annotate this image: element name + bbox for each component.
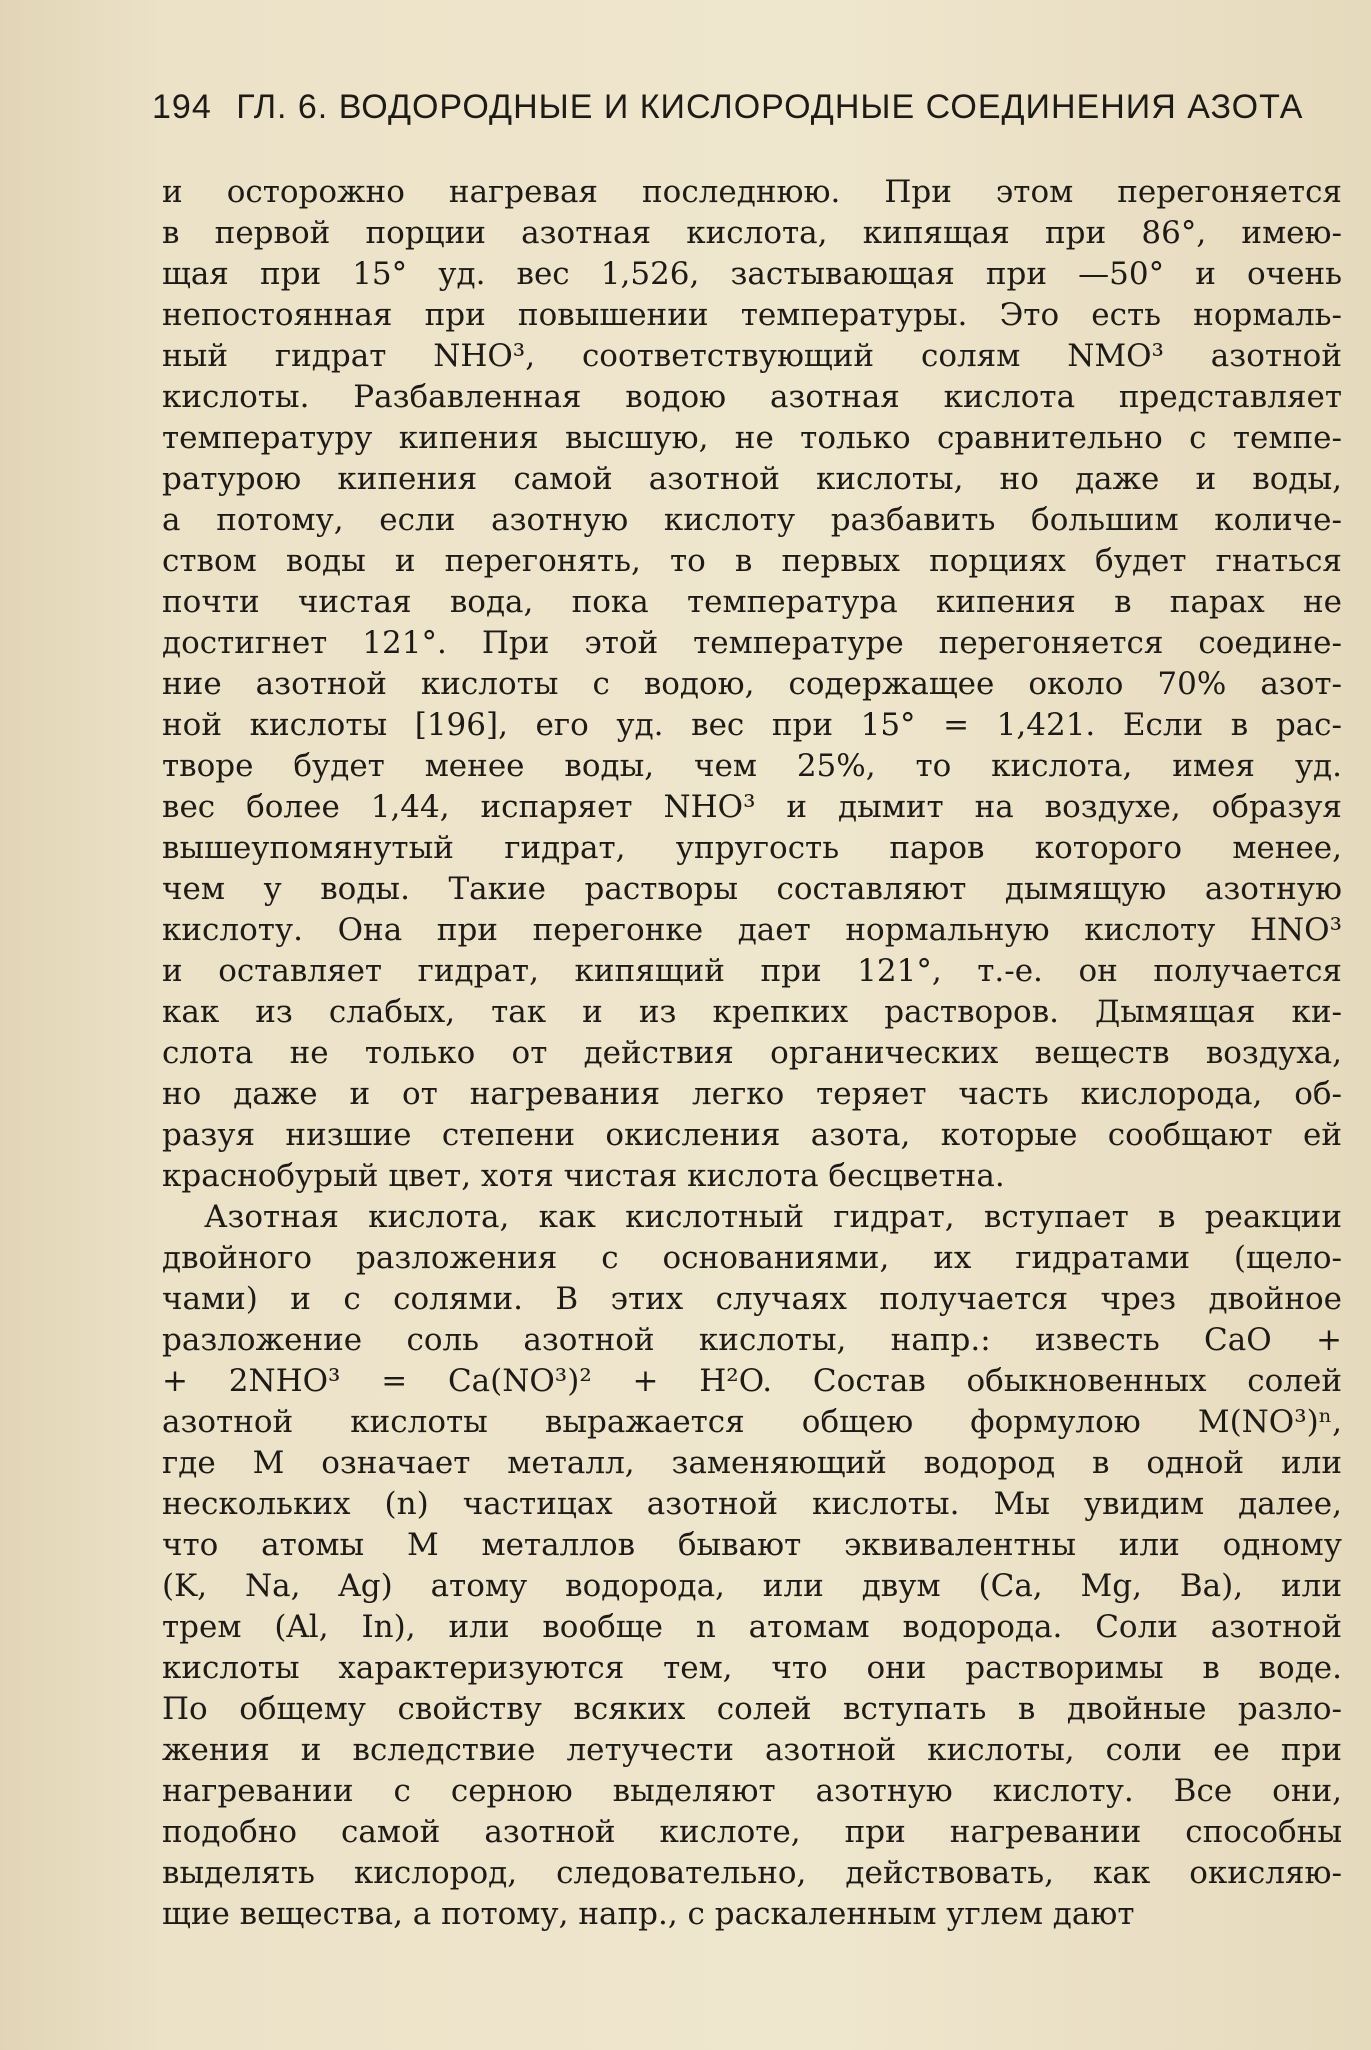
paragraph-1 <box>162 172 1342 1197</box>
text-line: выделять кислород, следовательно, действовать, как окисляю- <box>162 1855 1342 1891</box>
text-line: ратурою кипения самой азотной кислоты, но даже и воды, <box>162 461 1342 497</box>
chapter-title: ГЛ. 6. ВОДОРОДНЫЕ И КИСЛОРОДНЫЕ СОЕДИНЕНИЯ АЗОТА <box>236 88 1304 126</box>
text-line: двойного разложения с основаниями, их гидратами (щело- <box>162 1240 1342 1276</box>
text-line: По общему свойству всяких солей вступать в двойные разло- <box>162 1691 1342 1727</box>
text-line: жения и вследствие летучести азотной кислоты, соли ее при <box>162 1732 1342 1768</box>
text-line: вышеупомянутый гидрат, упругость паров которого менее, <box>162 830 1342 866</box>
text-line: кислоты характеризуются тем, что они растворимы в воде. <box>162 1650 1342 1686</box>
text-line: ние азотной кислоты с водою, содержащее около 70% азот- <box>162 666 1342 702</box>
text-line: и оставляет гидрат, кипящий при 121°, т.-е. он получается <box>162 953 1342 989</box>
text-line: достигнет 121°. При этой температуре перегоняется соедине- <box>162 625 1342 661</box>
text-line: азотной кислоты выражается общею формулою M(NO³)ⁿ, <box>162 1404 1342 1440</box>
text-line: а потому, если азотную кислоту разбавить большим количе- <box>162 502 1342 538</box>
text-line: что атомы M металлов бывают эквивалентны или одному <box>162 1527 1342 1563</box>
text-line: ный гидрат NHO³, соответствующий солям NMO³ азотной <box>162 338 1342 374</box>
text-line: краснобурый цвет, хотя чистая кислота бесцветна. <box>162 1158 1005 1194</box>
text-line: почти чистая вода, пока температура кипения в парах не <box>162 584 1342 620</box>
text-line: вес более 1,44, испаряет NHO³ и дымит на воздухе, образуя <box>162 789 1342 825</box>
text-line: кислоту. Она при перегонке дает нормальную кислоту HNO³ <box>162 912 1342 948</box>
text-line: температуру кипения высшую, не только сравнительно с темпе- <box>162 420 1342 456</box>
text-line: щие вещества, а потому, напр., с раскаленным углем дают <box>162 1896 1135 1932</box>
text-line: слота не только от действия органических веществ воздуха, <box>162 1035 1342 1071</box>
text-line: творе будет менее воды, чем 25%, то кислота, имея уд. <box>162 748 1342 784</box>
page-number: 194 <box>152 88 212 126</box>
text-line: ством воды и перегонять, то в первых порциях будет гнаться <box>162 543 1342 579</box>
text-line: подобно самой азотной кислоте, при нагревании способны <box>162 1814 1342 1850</box>
text-line: как из слабых, так и из крепких растворов. Дымящая ки- <box>162 994 1342 1030</box>
text-line: трем (Al, In), или вообще n атомам водорода. Соли азотной <box>162 1609 1342 1645</box>
text-line: (K, Na, Ag) атому водорода, или двум (Ca, Mg, Ba), или <box>162 1568 1342 1604</box>
text-line: но даже и от нагревания легко теряет часть кислорода, об- <box>162 1076 1342 1112</box>
text-line: ной кислоты [196], его уд. вес при 15° = 1,421. Если в рас- <box>162 707 1342 743</box>
text-line: нагревании с серною выделяют азотную кислоту. Все они, <box>162 1773 1342 1809</box>
text-line: щая при 15° уд. вес 1,526, застывающая при —50° и очень <box>162 256 1342 292</box>
paragraph-2 <box>162 1197 1342 1935</box>
text-line: чами) и с солями. В этих случаях получается чрез двойное <box>162 1281 1342 1317</box>
text-line: чем у воды. Такие растворы составляют дымящую азотную <box>162 871 1342 907</box>
text-line: разуя низшие степени окисления азота, которые сообщают ей <box>162 1117 1342 1153</box>
text-line: в первой порции азотная кислота, кипящая при 86°, имею- <box>162 215 1342 251</box>
text-line: непостоянная при повышении температуры. Это есть нормаль- <box>162 297 1342 333</box>
text-line: Азотная кислота, как кислотный гидрат, вступает в реакции <box>204 1199 1342 1235</box>
text-line: кислоты. Разбавленная водою азотная кислота представляет <box>162 379 1342 415</box>
text-line: где M означает металл, заменяющий водород в одной или <box>162 1445 1342 1481</box>
text-line: и осторожно нагревая последнюю. При этом перегоняется <box>162 174 1342 210</box>
text-line: + 2NHO³ = Ca(NO³)² + H²O. Состав обыкновенных солей <box>162 1363 1342 1399</box>
running-header <box>152 88 1342 127</box>
text-line: разложение соль азотной кислоты, напр.: известь CaO + <box>162 1322 1342 1358</box>
text-line: нескольких (n) частицах азотной кислоты. Мы увидим далее, <box>162 1486 1342 1522</box>
